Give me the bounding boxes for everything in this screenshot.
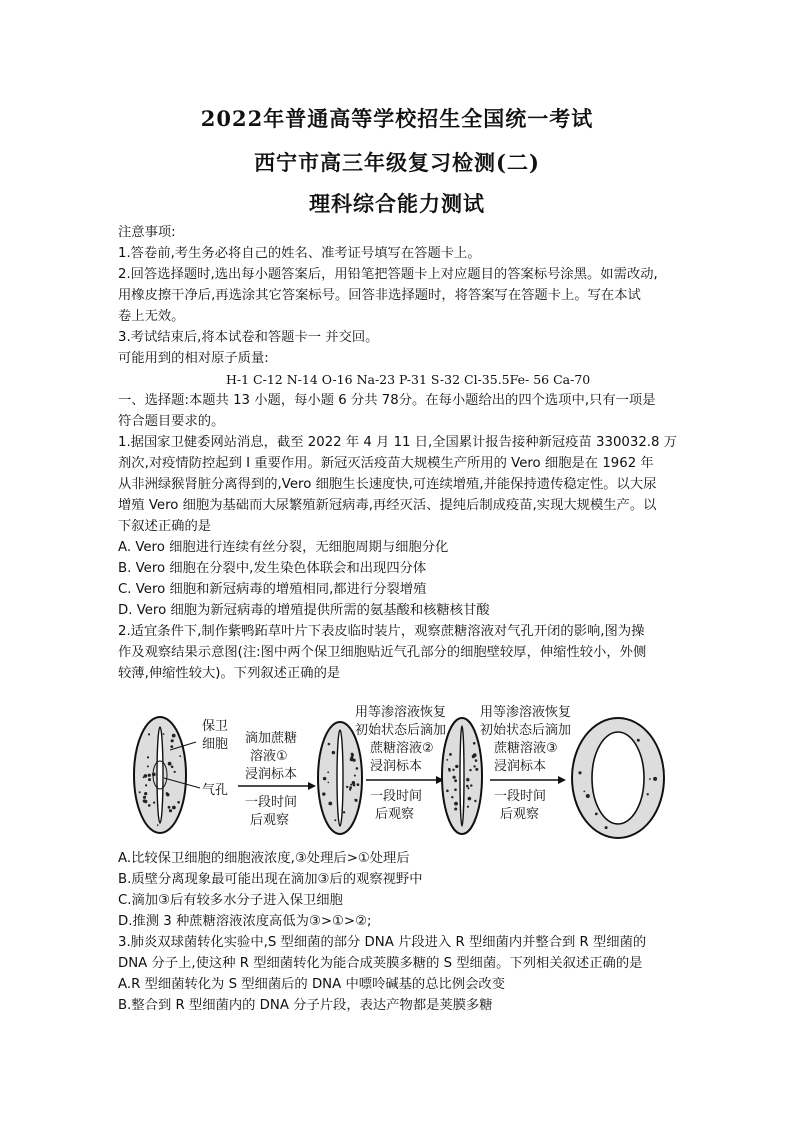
exam-subject: 理科综合能力测试 bbox=[309, 191, 485, 216]
exam-subtitle: 西宁市高三年级复习检测(二) bbox=[254, 150, 540, 175]
chloroplast-dot bbox=[454, 788, 457, 791]
stoma-after-solution-3 bbox=[572, 718, 664, 838]
chloroplast-dot bbox=[473, 765, 475, 767]
step1-bottom-1: 一段时间 bbox=[245, 795, 298, 810]
chloroplast-dot bbox=[148, 804, 151, 807]
chloroplast-dot bbox=[451, 796, 453, 798]
step3-top-4: 浸润标本 bbox=[494, 759, 547, 774]
chloroplast-dot bbox=[168, 806, 171, 809]
chloroplast-dot bbox=[649, 778, 651, 780]
chloroplast-dot bbox=[353, 784, 356, 787]
chloroplast-dot bbox=[144, 792, 147, 795]
q2-option-a: A.比较保卫细胞的细胞液浓度,③处理后>①处理后 bbox=[118, 851, 410, 866]
step1-top-3: 浸润标本 bbox=[245, 767, 298, 782]
chloroplast-dot bbox=[351, 756, 354, 759]
chloroplast-dot bbox=[453, 776, 456, 779]
step3-bottom-1: 一段时间 bbox=[494, 789, 547, 804]
chloroplast-dot bbox=[148, 733, 150, 735]
chloroplast-dot bbox=[446, 790, 449, 793]
chloroplast-dot bbox=[475, 768, 478, 771]
atomic-mass-heading: 可能用到的相对原子质量: bbox=[118, 351, 269, 366]
chloroplast-dot bbox=[452, 769, 454, 771]
chloroplast-dot bbox=[144, 774, 148, 778]
q3-option-a: A.R 型细菌转化为 S 型细菌后的 DNA 中嘌呤碱基的总比例会改变 bbox=[118, 977, 506, 992]
q1-option-b: B. Vero 细胞在分裂中,发生染色体联会和出现四分体 bbox=[118, 561, 427, 576]
stoma-after-solution-2 bbox=[442, 718, 482, 834]
chloroplast-dot bbox=[466, 778, 469, 781]
chloroplast-dot bbox=[174, 771, 176, 773]
stomata-diagram bbox=[130, 700, 670, 850]
q1-stem-line-2: 剂次,对疫情防控起到 I 重要作用。新冠灭活疫苗大规模生产所用的 Vero 细胞是在 1962 年 bbox=[118, 456, 654, 471]
note-2-line-1: 2.回答选择题时,选出每小题答案后，用铅笔把答题卡上对应题目的答案标号涂黑。如需改动, bbox=[118, 267, 658, 282]
q3-stem-line-2: DNA 分子上,使这种 R 型细菌转化为能合成荚膜多糖的 S 型细菌。下列相关叙述正确的是 bbox=[118, 956, 643, 971]
chloroplast-dot bbox=[323, 777, 326, 780]
chloroplast-dot bbox=[171, 739, 174, 742]
chloroplast-dot bbox=[583, 791, 585, 793]
chloroplast-dot bbox=[145, 784, 147, 786]
step2-top-4: 浸润标本 bbox=[370, 759, 423, 774]
section-1-intro-line-2: 符合题目要求的。 bbox=[118, 414, 225, 429]
chloroplast-dot bbox=[332, 751, 335, 754]
chloroplast-dot bbox=[147, 765, 149, 767]
chloroplast-dot bbox=[466, 785, 469, 788]
chloroplast-dot bbox=[356, 767, 359, 770]
chloroplast-dot bbox=[653, 777, 657, 781]
chloroplast-dot bbox=[468, 787, 470, 789]
step3-bottom-2: 后观察 bbox=[500, 807, 540, 822]
chloroplast-dot bbox=[139, 791, 141, 793]
chloroplast-dot bbox=[473, 753, 477, 757]
notes-heading: 注意事项: bbox=[118, 225, 176, 240]
label-guard-cell-2: 细胞 bbox=[202, 737, 229, 752]
step2-top-3: 蔗糖溶液② bbox=[370, 741, 434, 756]
step2-top-1: 用等渗溶液恢复 bbox=[355, 705, 447, 720]
chloroplast-dot bbox=[328, 743, 331, 746]
chloroplast-dot bbox=[334, 819, 336, 821]
chloroplast-dot bbox=[172, 734, 176, 738]
chloroplast-dot bbox=[469, 769, 471, 771]
step1-top-2: 溶液① bbox=[250, 749, 288, 764]
chloroplast-dot bbox=[172, 806, 176, 810]
chloroplast-dot bbox=[454, 802, 458, 806]
label-stoma: 气孔 bbox=[202, 783, 229, 798]
step1-bottom-2: 后观察 bbox=[250, 813, 290, 828]
chloroplast-dot bbox=[475, 759, 478, 762]
chloroplast-dot bbox=[473, 742, 476, 745]
chloroplast-dot bbox=[152, 773, 156, 777]
chloroplast-dot bbox=[354, 775, 356, 777]
atomic-mass-values: H-1 C-12 N-14 O-16 Na-23 P-31 S-32 Cl-35.5Fe- 56 Ca-70 bbox=[226, 372, 591, 387]
step2-bottom-1: 一段时间 bbox=[370, 789, 423, 804]
q1-option-c: C. Vero 细胞和新冠病毒的增殖相同,都进行分裂增殖 bbox=[118, 582, 427, 597]
chloroplast-dot bbox=[148, 778, 151, 781]
q3-stem-line-1: 3.肺炎双球菌转化实验中,S 型细菌的部分 DNA 片段进入 R 型细菌内并整合到 R 型细菌的 bbox=[118, 935, 647, 950]
chloroplast-dot bbox=[148, 774, 151, 777]
chloroplast-dot bbox=[470, 784, 472, 786]
chloroplast-dot bbox=[449, 770, 451, 772]
chloroplast-dot bbox=[166, 793, 169, 796]
q2-option-b: B.质壁分离现象最可能出现在滴加③后的观察视野中 bbox=[118, 872, 423, 887]
note-2-line-3: 卷上无效。 bbox=[118, 309, 185, 324]
step3-top-1: 用等渗溶液恢复 bbox=[480, 705, 572, 720]
q1-stem-line-5: 下叙述正确的是 bbox=[118, 519, 212, 534]
q1-option-a: A. Vero 细胞进行连续有丝分裂，无细胞周期与细胞分化 bbox=[118, 540, 449, 555]
chloroplast-dot bbox=[357, 783, 360, 786]
chloroplast-dot bbox=[168, 762, 172, 766]
chloroplast-dot bbox=[446, 759, 448, 761]
chloroplast-dot bbox=[350, 784, 352, 786]
label-guard-cell-1: 保卫 bbox=[202, 719, 229, 734]
chloroplast-dot bbox=[328, 802, 332, 806]
q2-stem-line-3: 较薄,伸缩性较大)。下列叙述正确的是 bbox=[118, 666, 341, 681]
q3-option-b: B.整合到 R 型细菌内的 DNA 分子片段，表达产物都是荚膜多糖 bbox=[118, 998, 493, 1013]
chloroplast-dot bbox=[467, 806, 469, 808]
note-2-line-2: 用橡皮擦干净后,再选涂其它答案标号。回答非选择题时，将答案写在答题卡上。写在本试 bbox=[118, 288, 641, 303]
chloroplast-dot bbox=[327, 771, 329, 773]
q2-option-d: D.推测 3 种蔗糖溶液浓度高低为③>①>②; bbox=[118, 914, 372, 929]
q1-stem-line-1: 1.据国家卫健委网站消息，截至 2022 年 4 月 11 日,全国累计报告接种新冠疫苗 330032.8 万 bbox=[118, 435, 678, 450]
q1-stem-line-4: 增殖 Vero 细胞为基础而大尿繁殖新冠病毒,再经灭活、提纯后制成疫苗,实现大规模生产。以 bbox=[118, 498, 657, 513]
step2-bottom-2: 后观察 bbox=[375, 807, 415, 822]
note-3: 3.考试结束后,将本试卷和答题卡一 并交回。 bbox=[118, 330, 379, 345]
chloroplast-dot bbox=[328, 782, 330, 784]
chloroplast-dot bbox=[147, 756, 149, 758]
chloroplast-dot bbox=[179, 755, 181, 757]
chloroplast-dot bbox=[143, 796, 146, 799]
q1-option-d: D. Vero 细胞为新冠病毒的增殖提供所需的氨基酸和核糖核甘酸 bbox=[118, 603, 490, 618]
chloroplast-dot bbox=[170, 745, 173, 748]
chloroplast-dot bbox=[349, 786, 352, 789]
section-1-intro-line-1: 一、选择题:本题共 13 小题，每小题 6 分共 78分。在每小题给出的四个选项中,只有一项是 bbox=[118, 393, 656, 408]
chloroplast-dot bbox=[578, 771, 581, 774]
q2-stem-line-1: 2.适宜条件下,制作紫鸭跖草叶片下表皮临时装片，观察蔗糖溶液对气孔开闭的影响,图为操 bbox=[118, 624, 645, 639]
step1-top-1: 滴加蔗糖 bbox=[245, 731, 298, 746]
chloroplast-dot bbox=[449, 753, 452, 756]
chloroplast-dot bbox=[169, 809, 172, 812]
chloroplast-dot bbox=[153, 802, 155, 804]
chloroplast-dot bbox=[157, 824, 159, 826]
chloroplast-dot bbox=[177, 801, 180, 804]
note-1: 1.答卷前,考生务必将自己的姓名、准考证号填写在答题卡上。 bbox=[118, 246, 481, 261]
chloroplast-dot bbox=[171, 766, 174, 769]
chloroplast-dot bbox=[454, 779, 457, 782]
chloroplast-dot bbox=[586, 794, 590, 798]
chloroplast-dot bbox=[322, 792, 325, 795]
chloroplast-dot bbox=[454, 808, 457, 811]
chloroplast-dot bbox=[605, 826, 608, 829]
q2-stem-line-2: 作及观察结果示意图(注:图中两个保卫细胞贴近气孔部分的细胞壁较厚，伸缩性较小，外侧 bbox=[118, 645, 647, 660]
chloroplast-dot bbox=[647, 793, 649, 795]
exam-title: 2022年普通高等学校招生全国统一考试 bbox=[200, 106, 594, 131]
chloroplast-dot bbox=[468, 797, 472, 801]
q1-stem-line-3: 从非洲绿猴肾脏分离得到的,Vero 细胞生长速度快,可连续增殖,并能保持遗传稳定性。以大尿 bbox=[118, 477, 657, 492]
chloroplast-dot bbox=[637, 739, 640, 742]
chloroplast-dot bbox=[455, 765, 458, 768]
chloroplast-dot bbox=[595, 813, 598, 816]
chloroplast-dot bbox=[343, 811, 345, 813]
chloroplast-dot bbox=[163, 733, 165, 735]
chloroplast-dot bbox=[474, 800, 476, 802]
step2-top-2: 初始状态后滴加 bbox=[355, 723, 447, 738]
chloroplast-dot bbox=[355, 799, 358, 802]
chloroplast-dot bbox=[346, 786, 348, 788]
q2-option-c: C.滴加③后有较多水分子进入保卫细胞 bbox=[118, 893, 343, 908]
step3-top-3: 蔗糖溶液③ bbox=[494, 741, 558, 756]
step3-top-2: 初始状态后滴加 bbox=[480, 723, 572, 738]
chloroplast-dot bbox=[144, 800, 147, 803]
stoma-initial bbox=[134, 717, 186, 833]
